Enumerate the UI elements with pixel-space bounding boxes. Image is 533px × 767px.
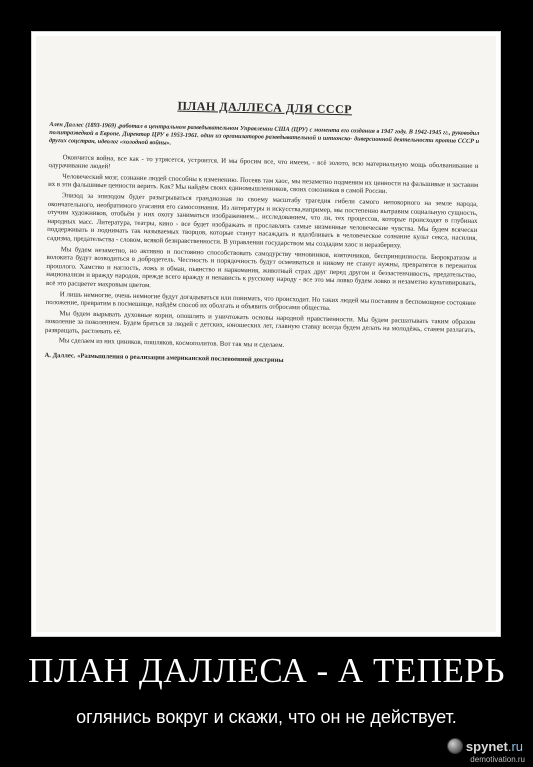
document-footnote: А. Даллес. «Размышления о реализации американской послевоенной доктрины [44, 352, 284, 365]
spynet-logo[interactable] [448, 737, 523, 755]
poster-subtitle: оглянись вокруг и скажи, что он не действует. [76, 707, 457, 727]
poster-title: ПЛАН ДАЛЛЕСА - А ТЕПЕРЬ [28, 651, 505, 690]
document-title: ПЛАН ДАЛЛЕСА ДЛЯ СССР [177, 98, 353, 117]
photo-frame [31, 31, 501, 637]
document-photo [36, 36, 496, 632]
document-paragraph: Человеческий мозг, сознание людей способны к изменению. Посеяв там хаос, мы незаметно подменим их ценности на фальшивые и заставим их в эти фальшивые ценности верить. Как? Мы найдём своих единомышленников, своих союзников в самой России. [48, 173, 479, 196]
site-watermark: demotivation.ru [470, 755, 525, 764]
globe-icon [448, 739, 462, 753]
document-paragraph: Мы будем вырывать духовные корни, опошлять и уничтожать основы народной нравственности. Мы будем расшатывать таким образом поколение за поколением. Будем браться за людей с детских, юношеских лет, главную ставку всегда будем делать на молодёжь, станем разлагать, развращать, растлевать её. [45, 309, 476, 336]
document-paragraph: Эпизод за эпизодом будет разыгрываться грандиозная по своему масштабу трагедия гибели самого непокорного на земле народа, окончательного, необратимого угасания его самосознания. Из литературы и искусства,например, мы постепенно вытравим социальную сущность, отучим художников, отобьём у них охоту заниматься изображением... исследованием, что ли, тех процессов, которые происходят в глубинах народных масс. Литература, театры, кино - все будет изображать и прославлять самые низменные человеческие чувства. Мы будем всячески поддерживать и поднимать так называемых творцов, которые станут насаждать и вдалбливать в человеческое сознание культ секса, насилия, садизма, предательства - словом, всякой безнравственности. В управлении государством мы создадим хаос и неразбериху. [46, 192, 478, 250]
document-paragraph: Мы будем незаметно, но активно и постоянно способствовать самодурству чиновников, взяточников, беспринципности. Бюрократизм и волокита будут возводиться в добродетель. Честность и порядочность будут осмеиваться и никому не станут нужны, превратятся в пережиток прошлого. Хамство и наглость, ложь и обман, пьянство и наркомания, животный страх друг перед другом и беззастенчивость, предательство, национализм и вражду народов, прежде всего вражду и ненависть к русскому народу - все это мы ловко будем ловко и незаметно культивировать, всё это расцветет махровым цветом. [46, 245, 477, 290]
logo-text: spynet.ru [465, 738, 523, 754]
document-paragraph: И лишь немногие, очень немногие будут догадываться или понимать, что происходит. Но таких людей мы поставим в беспомощное состояние положение, превратим в посмешище, найдём способ их оболгать и объявить отбросами общества. [45, 290, 476, 313]
scanned-document [44, 96, 479, 369]
document-intro: Ален Даллес (1893-1969) ,работал в центральном разведывательном Управлении США (ЦРУ) с момента его создания в 1947 году. В 1942-1945 гг., руководил политразведкой в Европе. Директор ЦРУ в 1953-1961. один из организаторов разведывательной и шпионско- диверсионной деятельности против СССР и других соцстран, идеолог «холодной войны». [48, 120, 480, 147]
document-paragraph: Окончится война, все как - то утрясется, устроится. И мы бросим все, что имеем, - всё золото, всю материальную мощь оболванивание и одурачивание людей! [48, 153, 479, 171]
document-paragraph: Мы сделаем из них циников, пошляков, космополитов. Вот так мы и сделаем. [58, 337, 285, 350]
